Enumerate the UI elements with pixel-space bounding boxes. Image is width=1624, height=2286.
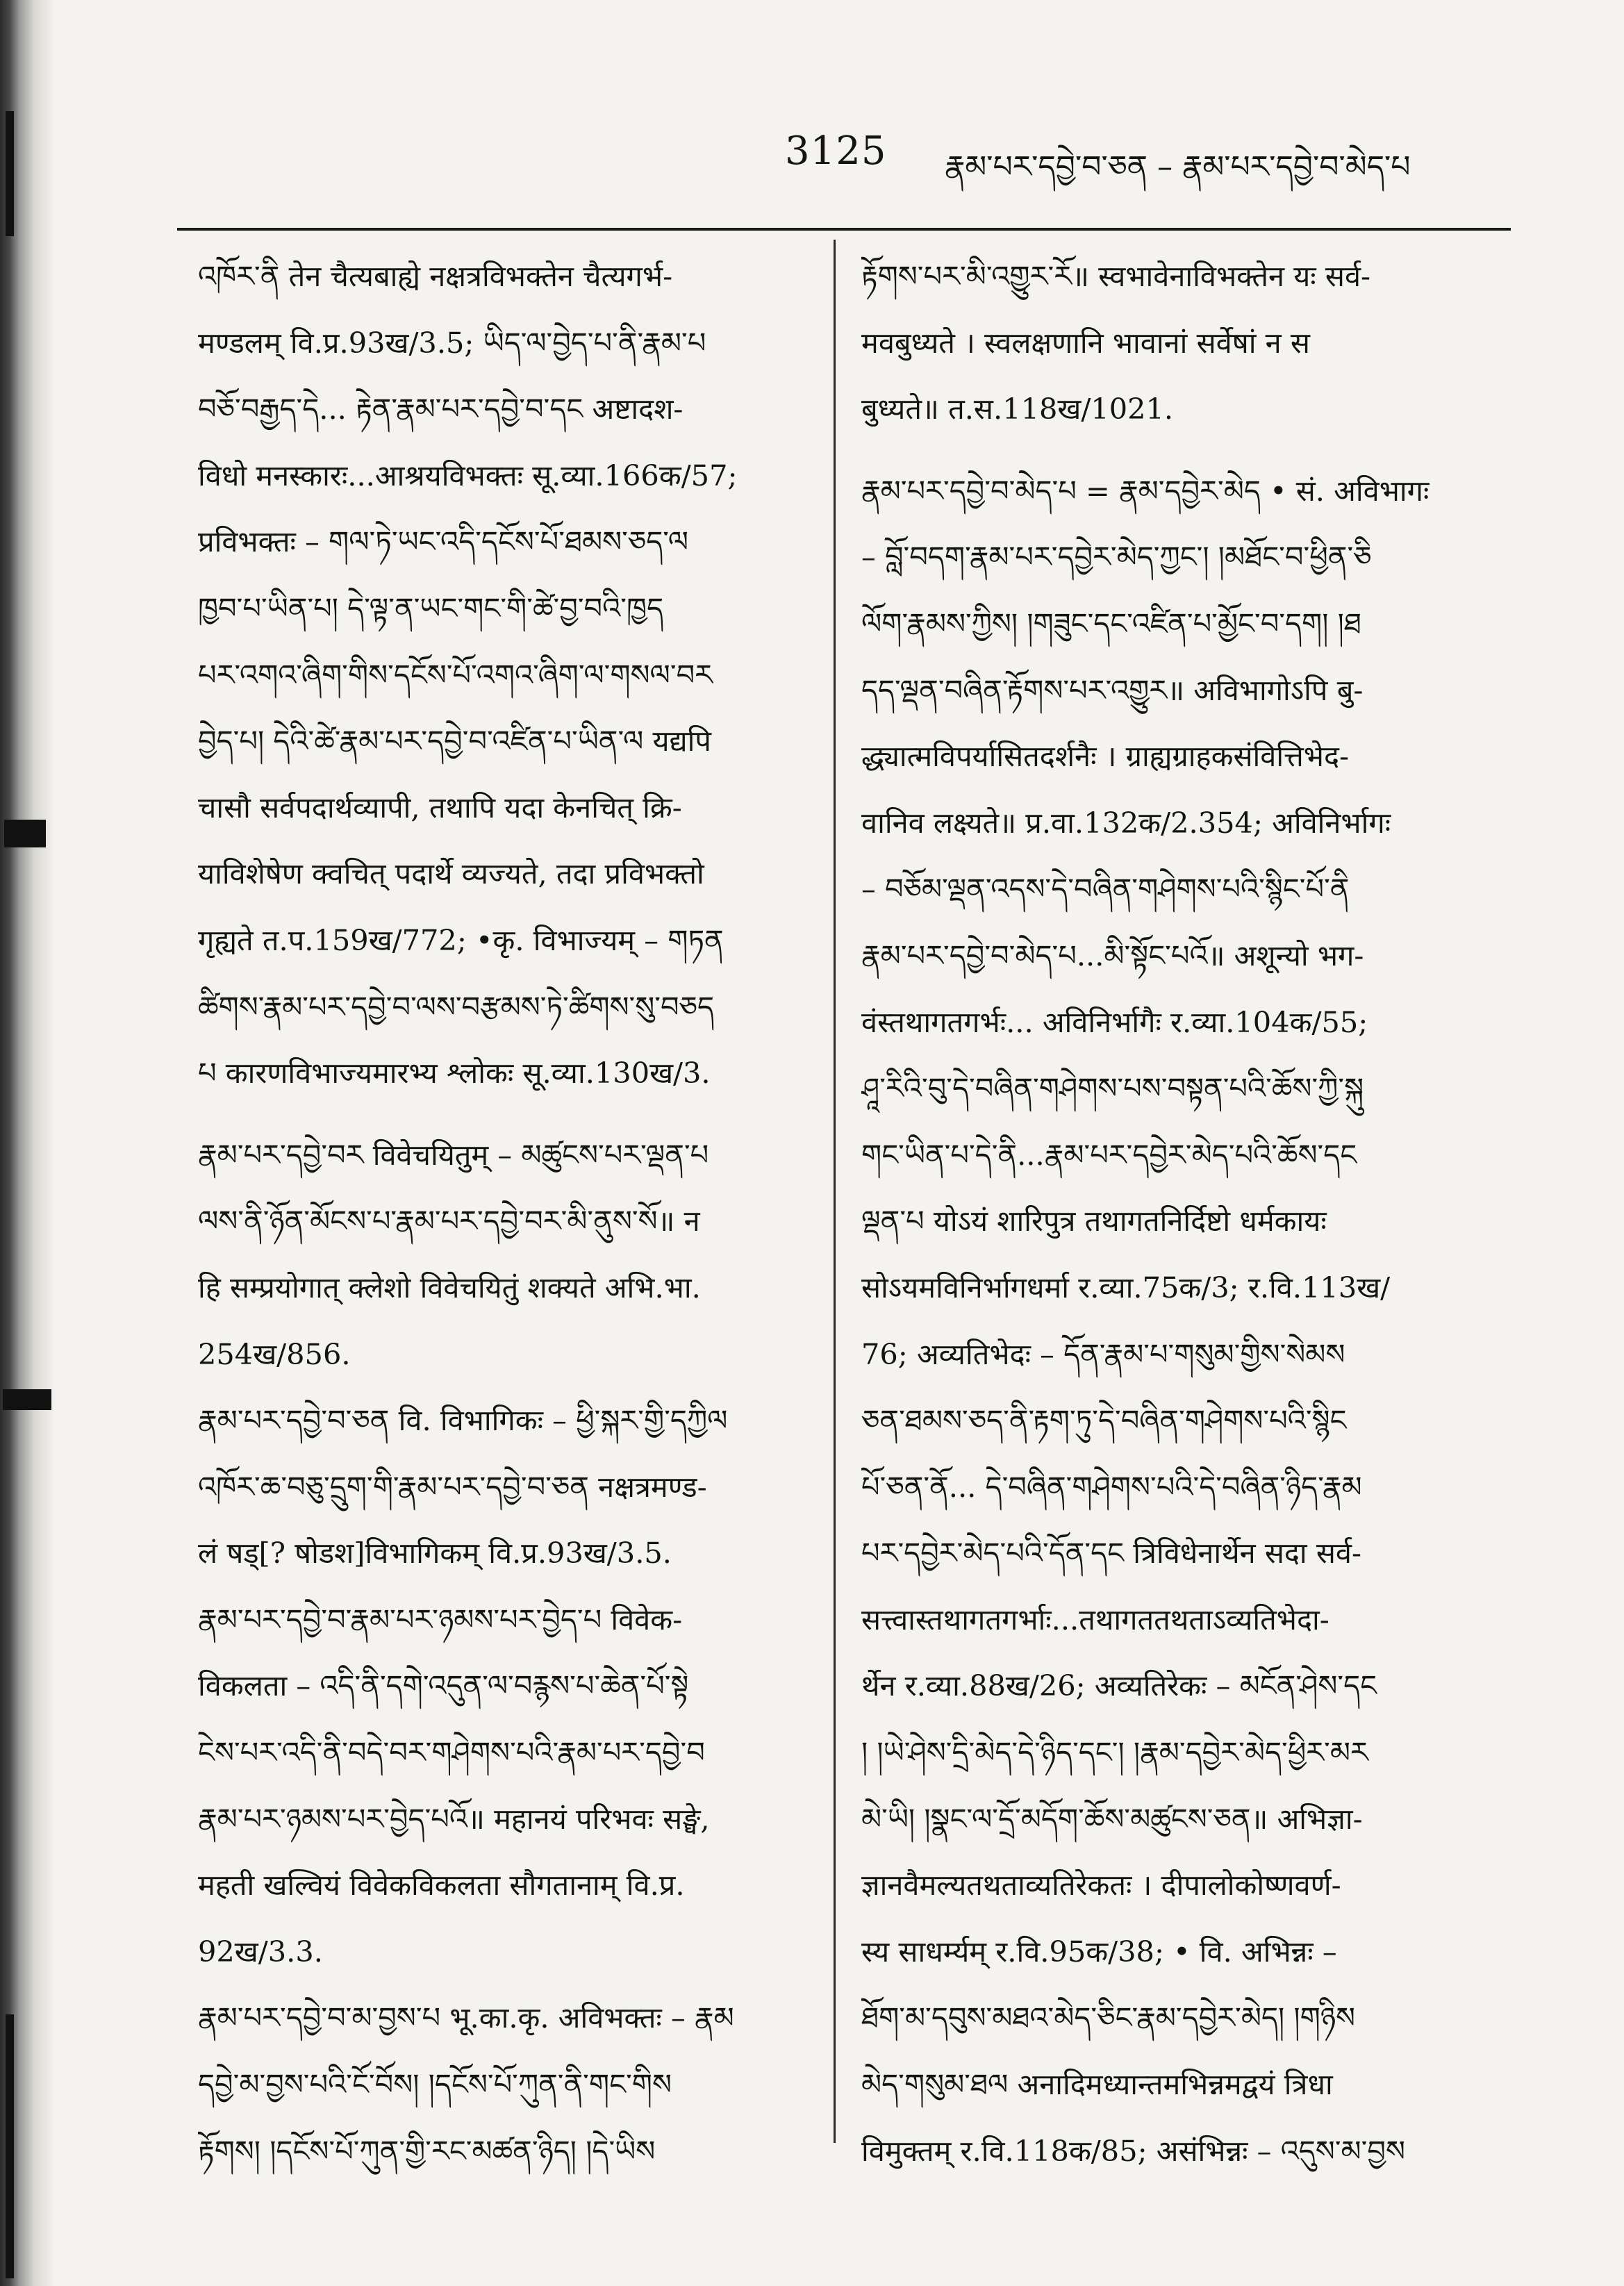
- text-line: རྣམ་པར་དབྱེ་བ་རྣམ་པར་ཉམས་པར་བྱེད་པ विवेक-: [198, 1602, 683, 1637]
- column-divider: [834, 240, 836, 2143]
- text-line: द्ध्यात्मविपर्यासितदर्शनैः । ग्राह्यग्राहकसंवित्तिभेद-: [861, 739, 1350, 774]
- text-line: विकलता – འདི་ནི་དགེ་འདུན་ལ་བརྙས་པ་ཆེན་པོ་སྟེ: [198, 1668, 689, 1703]
- text-line: ཤཱ་རིའི་བུ་དེ་བཞིན་གཤེགས་པས་བསྟན་པའི་ཆོས་ཀྱི་སྐུ: [861, 1071, 1364, 1106]
- page-number: 3125: [785, 129, 887, 174]
- text-line: རྟོགས། །དངོས་པོ་ཀུན་གྱི་རང་མཚན་ཉིད། །དེ་ཡིས: [198, 2133, 656, 2168]
- header-rule: [177, 228, 1511, 231]
- text-line: ལོག་རྣམས་ཀྱིས། །གཟུང་དང་འཛིན་པ་མྱོང་བ་དག། །ཐ: [861, 606, 1361, 640]
- text-line: ཚིགས་རྣམ་པར་དབྱེ་བ་ལས་བརྩམས་ཏེ་ཚིགས་སུ་བཅད: [198, 989, 715, 1024]
- text-line: རྣམ་པར་དབྱེ་བ་མེད་པ...མི་སྟོང་པའོ॥ अशून्यो भग-: [861, 938, 1364, 972]
- text-line: རྣམ་པར་དབྱེ་བ་མ་བྱས་པ भू.का.कृ. अविभक्तः – རྣམ: [198, 2001, 734, 2035]
- text-line: – བཅོམ་ལྡན་འདས་དེ་བཞིན་གཤེགས་པའི་སྙིང་པོ་ནི: [861, 872, 1350, 906]
- binding-mark: [6, 111, 14, 236]
- text-line: वानिव लक्ष्यते॥ प्र.वा.132क/2.354; अविनिर्भागः: [861, 805, 1391, 840]
- text-line: मवबुध्यते । स्वलक्षणानि भावानां सर्वेषां न स: [861, 325, 1310, 360]
- text-line: བྱེད་པ། དེའི་ཚེ་རྣམ་པར་དབྱེ་བ་འཛིན་པ་ཡིན་ལ यद्यपि: [198, 724, 711, 759]
- text-line: ཅན་ཐམས་ཅད་ནི་རྟག་ཏུ་དེ་བཞིན་གཤེགས་པའི་སྙིང: [861, 1403, 1347, 1438]
- binding-mark: [3, 1389, 51, 1410]
- text-line: गृह्यते त.प.159ख/772; •कृ. विभाज्यम् – གཏན: [198, 922, 724, 957]
- text-line: མེ་ཡི། །སྣང་ལ་དྲོ་མདོག་ཆོས་མཚུངས་ཅན॥ अभिज्ञा-: [861, 1801, 1363, 1836]
- text-line: बुध्यते॥ त.स.118ख/1021.: [861, 392, 1174, 426]
- text-line: རྣམ་པར་དབྱེ་བར विवेचयितुम् – མཚུངས་པར་ལྡན་པ: [198, 1137, 709, 1172]
- text-line: ལས་ནི་ཉོན་མོངས་པ་རྣམ་པར་དབྱེ་བར་མི་ནུས་སོ॥ न: [198, 1204, 700, 1239]
- text-line: लं षड्[? षोडश]विभागिकम् वि.प्र.93ख/3.5.: [198, 1536, 672, 1571]
- page-header: [785, 129, 1480, 184]
- text-line: सत्त्वास्तथागतगर्भाः...तथागततथताऽव्यतिभेदा-: [861, 1602, 1329, 1637]
- text-line: र्थेन र.व्या.88ख/26; अव्यतिरेकः – མངོན་ཤེས་དང: [861, 1668, 1377, 1703]
- text-line: ལྡན་པ योऽयं शारिपुत्र तथागतनिर्दिष्टो धर्मकायः: [861, 1204, 1327, 1239]
- text-line: स्य साधर्म्यम् र.वि.95क/38; • वि. अभिन्नः –: [861, 1934, 1337, 1969]
- text-line: པ कारणविभाज्यमारभ्य श्लोकः सू.व्या.130ख/3.: [198, 1056, 711, 1091]
- text-line: བཅོ་བརྒྱད་དེ... རྟེན་རྣམ་པར་དབྱེ་བ་དང अष्टादश-: [198, 392, 683, 426]
- text-line: 254ख/856.: [198, 1336, 351, 1371]
- text-line: ཁྱབ་པ་ཡིན་པ། དེ་ལྟ་ན་ཡང་གང་གི་ཚེ་བྱ་བའི་ཁྱད: [198, 590, 664, 625]
- text-line: – བློ་བདག་རྣམ་པར་དབྱེར་མེད་ཀྱང་། །མཐོང་བ་ཕྱིན་ཅི: [861, 540, 1372, 574]
- text-line: རྣམ་པར་དབྱེ་བ་མེད་པ = རྣམ་དབྱེར་མེད • सं. अविभागः: [861, 473, 1430, 508]
- text-line: རྣམ་པར་ཉམས་པར་བྱེད་པའོ॥ महानयं परिभवः सङ्घे,: [198, 1801, 710, 1836]
- text-line: ངེས་པར་འདི་ནི་བདེ་བར་གཤེགས་པའི་རྣམ་པར་དབྱེ་བ: [198, 1735, 705, 1770]
- binding-mark: [6, 2014, 14, 2278]
- text-line: 92ख/3.3.: [198, 1934, 323, 1969]
- text-line: མེད་གསུམ་ཐལ अनादिमध्यान्तमभिन्नमद्वयं त्रिधा: [861, 2067, 1333, 2102]
- text-line: चासौ सर्वपदार्थव्यापी, तथापि यदा केनचित् क्रि-: [198, 790, 682, 825]
- text-line: པར་འགའ་ཞིག་གིས་དངོས་པོ་འགའ་ཞིག་ལ་གསལ་བར: [198, 657, 713, 692]
- text-line: འཁོར་ཆ་བཅུ་དྲུག་གི་རྣམ་པར་དབྱེ་བ་ཅན नक्षत्रमण्ड-: [198, 1469, 707, 1504]
- text-line: 76; अव्यतिभेदः – དོན་རྣམ་པ་གསུམ་གྱིས་སེམས: [861, 1336, 1345, 1371]
- text-line: ज्ञानवैमल्यतथताव्यतिरेकतः । दीपालोकोष्णवर्ण-: [861, 1868, 1341, 1903]
- text-line: དབྱེ་མ་བྱས་པའི་ངོ་བོས། །དངོས་པོ་ཀུན་ནི་གང་གིས: [198, 2067, 672, 2102]
- text-line: प्रविभक्तः – གལ་ཏེ་ཡང་འདི་དངོས་པོ་ཐམས་ཅད་ལ: [198, 524, 689, 559]
- text-line: རྣམ་པར་དབྱེ་བ་ཅན वि. विभागिकः – ཕྱི་སྐར་གྱི་དཀྱིལ: [198, 1403, 728, 1438]
- text-line: གང་ཡིན་པ་དེ་ནི...རྣམ་པར་དབྱེར་མེད་པའི་ཆོས་དང: [861, 1137, 1357, 1172]
- running-head: རྣམ་པར་དབྱེ་བ་ཅན – རྣམ་པར་དབྱེ་བ་མེད་པ: [945, 149, 1411, 185]
- text-line: དད་ལྡན་བཞིན་རྟོགས་པར་འགྱུར॥ अविभागोऽपि बु-: [861, 672, 1364, 707]
- text-line: རྟོགས་པར་མི་འགྱུར་རོ॥ स्वभावेनाविभक्तेन यः सर्व-: [861, 259, 1371, 293]
- text-line: ། །ཡེ་ཤེས་དྲི་མེད་དེ་ཉིད་དང་། །རྣམ་དབྱེར་མེད་ཕྱིར་མར: [861, 1735, 1368, 1770]
- text-line: པར་དབྱེར་མེད་པའི་དོན་དང त्रिविधेनार्थेन सदा सर्व-: [861, 1536, 1362, 1571]
- left-column: [198, 243, 806, 2184]
- text-line: याविशेषेण क्वचित् पदार्थे व्यज्यते, तदा प्रविभक्तो: [198, 856, 704, 891]
- book-binding-shadow: [0, 0, 56, 2286]
- text-line: པོ་ཅན་ནོ... དེ་བཞིན་གཤེགས་པའི་དེ་བཞིན་ཉིད་རྣམ: [861, 1469, 1362, 1504]
- paragraph-gap: [198, 1107, 806, 1122]
- text-line: विमुक्तम् र.वि.118क/85; असंभिन्नः – འདུས་མ་བྱས: [861, 2133, 1405, 2168]
- right-column: [861, 243, 1469, 2184]
- text-line: महती खल्वियं विवेकविकलता सौगतानाम् वि.प्र.: [198, 1868, 685, 1903]
- text-line: सोऽयमविनिर्भागधर्मा र.व्या.75क/3; र.वि.113ख/: [861, 1270, 1391, 1304]
- binding-mark: [4, 820, 46, 847]
- paragraph-gap: [861, 442, 1469, 458]
- text-line: विधो मनस्कारः...आश्रयविभक्तः सू.व्या.166क/57;: [198, 458, 738, 492]
- text-line: འཁོར་ནི तेन चैत्यबाह्ये नक्षत्रविभक्तेन चैत्यगर्भ-: [198, 259, 673, 293]
- text-line: हि सम्प्रयोगात् क्लेशो विवेचयितुं शक्यते अभि.भा.: [198, 1270, 701, 1304]
- text-line: मण्डलम् वि.प्र.93ख/3.5; ཡིད་ལ་བྱེད་པ་ནི་རྣམ་པ: [198, 325, 706, 360]
- text-line: वंस्तथागतगर्भः... अविनिर्भागैः र.व्या.104क/55;: [861, 1004, 1368, 1039]
- text-line: ཐོག་མ་དབུས་མཐའ་མེད་ཅིང་རྣམ་དབྱེར་མེད། །གཉིས: [861, 2001, 1356, 2035]
